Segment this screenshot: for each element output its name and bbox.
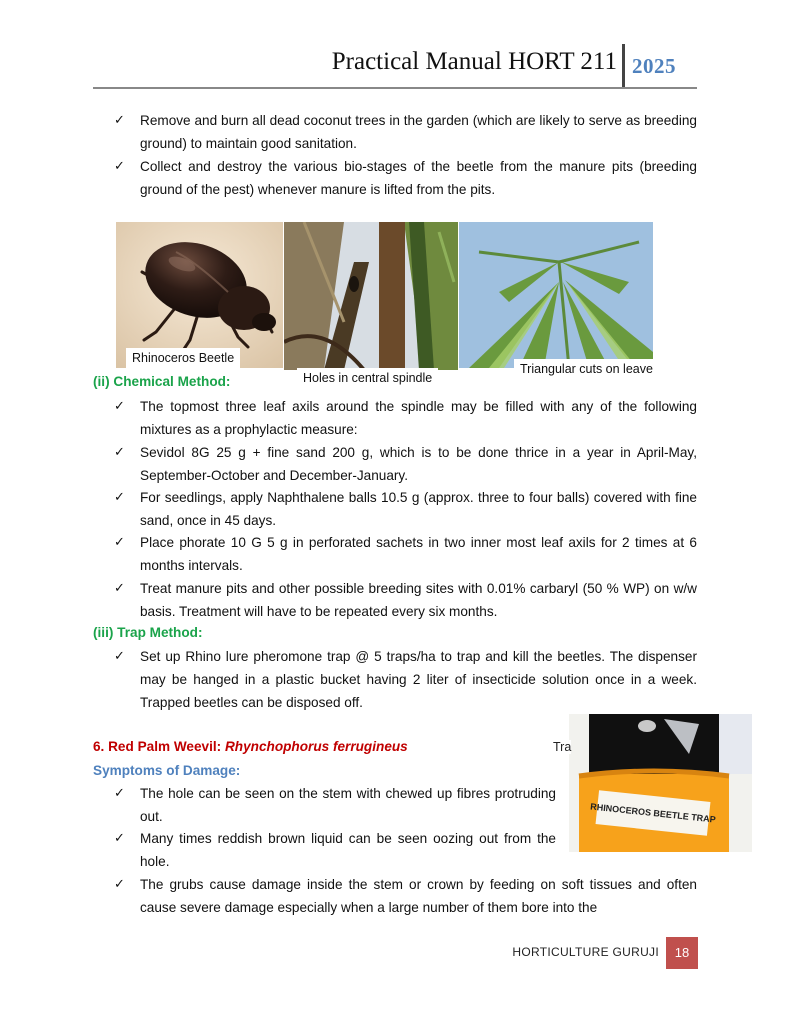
list-item: ✓ Treat manure pits and other possible breeding sites with 0.01% carbaryl (50 % WP) on w/w basis. Treatment will have to be repeated every six months. bbox=[114, 577, 697, 623]
red-palm-weevil-heading: 6. Red Palm Weevil: Rhynchophorus ferrugineus bbox=[93, 739, 408, 754]
check-mark-icon: ✓ bbox=[114, 877, 125, 892]
trap-label-text: RHINOCEROS BEETLE TRAP bbox=[589, 801, 717, 825]
check-mark-icon: ✓ bbox=[114, 159, 125, 174]
list-item: ✓ Sevidol 8G 25 g + fine sand 200 g, which is to be done thrice in a year in April-May, September-October and December-January. bbox=[114, 441, 697, 487]
page-header-title: Practical Manual HORT 211 bbox=[331, 48, 617, 75]
symptoms-heading: Symptoms of Damage: bbox=[93, 763, 241, 778]
trap-caption-partial: Tra bbox=[553, 740, 572, 754]
list-item: ✓ For seedlings, apply Naphthalene balls 10.5 g (approx. three to four balls) covered with fine sand, once in 45 days. bbox=[114, 486, 697, 532]
list-item: ✓ Place phorate 10 G 5 g in perforated sachets in two inner most leaf axils for 2 times at 6 months intervals. bbox=[114, 531, 697, 577]
header-year: 2025 bbox=[632, 54, 676, 78]
check-mark-icon: ✓ bbox=[114, 399, 125, 414]
spindle-image bbox=[284, 222, 458, 370]
list-item: ✓ The hole can be seen on the stem with chewed up fibres protruding out. bbox=[114, 782, 556, 828]
spindle-caption: Holes in central spindle bbox=[297, 368, 438, 388]
check-mark-icon: ✓ bbox=[114, 113, 125, 128]
list-item: ✓ Many times reddish brown liquid can be seen oozing out from the hole. bbox=[114, 827, 556, 873]
check-mark-icon: ✓ bbox=[114, 581, 125, 596]
check-mark-icon: ✓ bbox=[114, 445, 125, 460]
check-mark-icon: ✓ bbox=[114, 649, 125, 664]
scientific-name: Rhynchophorus ferrugineus bbox=[224, 739, 408, 754]
leaf-caption: Triangular cuts on leave bbox=[514, 359, 659, 379]
check-mark-icon: ✓ bbox=[114, 786, 125, 801]
header-divider bbox=[622, 44, 625, 88]
page-number: 18 bbox=[666, 937, 698, 969]
header-rule bbox=[93, 87, 697, 89]
chemical-method-heading: (ii) Chemical Method: bbox=[93, 374, 231, 389]
beetle-image bbox=[116, 222, 283, 368]
beetle-caption: Rhinoceros Beetle bbox=[126, 348, 240, 368]
list-item: ✓ The grubs cause damage inside the stem or crown by feeding on soft tissues and often cause severe damage especially when a large number of them bore into the bbox=[114, 873, 697, 919]
check-mark-icon: ✓ bbox=[114, 535, 125, 550]
list-item: ✓ The topmost three leaf axils around the spindle may be filled with any of the following mixtures as a prophylactic measure: bbox=[114, 395, 697, 441]
list-item: ✓ Remove and burn all dead coconut trees in the garden (which are likely to serve as breeding ground) to maintain good sanitation. bbox=[114, 109, 697, 155]
check-mark-icon: ✓ bbox=[114, 490, 125, 505]
list-item: ✓ Collect and destroy the various bio-stages of the beetle from the manure pits (breeding ground of the pest) whenever manure is lifted from the pits. bbox=[114, 155, 697, 201]
footer-label: HORTICULTURE GURUJI bbox=[512, 945, 659, 959]
leaf-image bbox=[459, 222, 653, 368]
list-item: ✓ Set up Rhino lure pheromone trap @ 5 traps/ha to trap and kill the beetles. The dispenser may be hanged in a plastic bucket having 2 liter of insecticide solution once in a week. Trapped beetles can be disposed off. bbox=[114, 645, 697, 714]
check-mark-icon: ✓ bbox=[114, 831, 125, 846]
trap-method-heading: (iii) Trap Method: bbox=[93, 625, 203, 640]
pheromone-trap-image bbox=[569, 714, 752, 852]
